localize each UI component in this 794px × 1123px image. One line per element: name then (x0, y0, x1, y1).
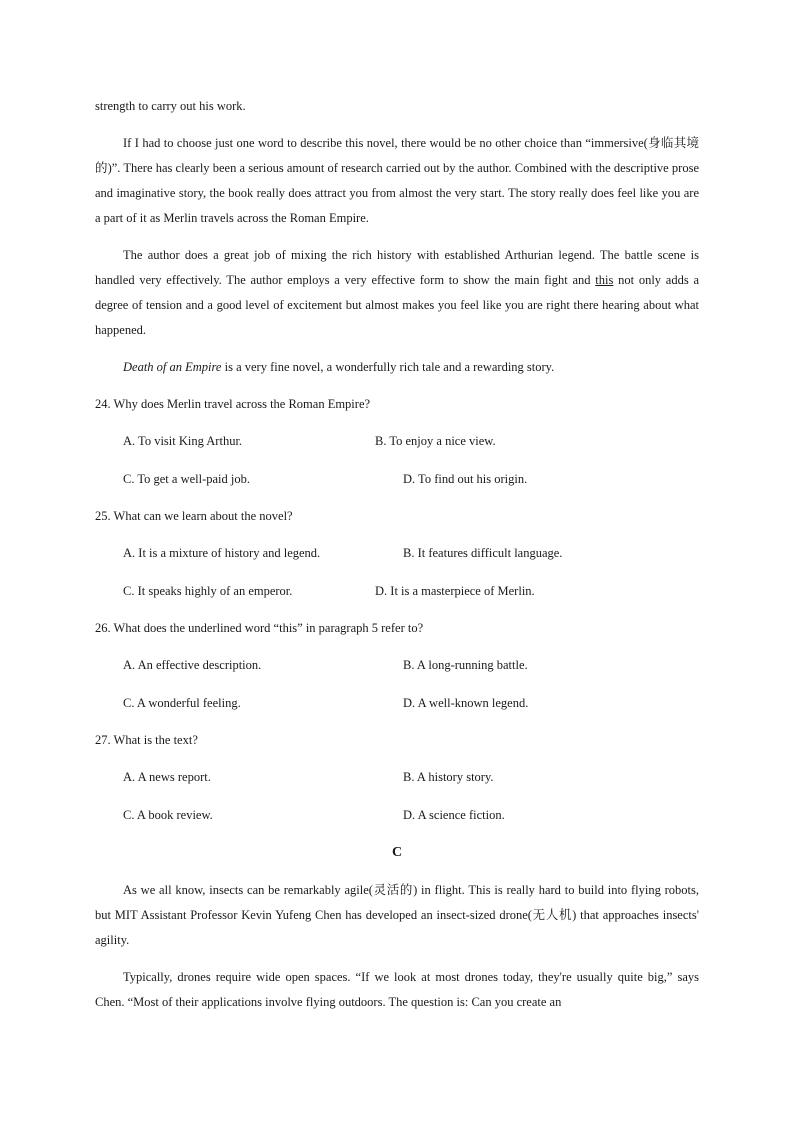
paragraph-text-part2: not only adds a degree of tension and a good level of excitement but almost makes you feel like you are right there hearing about what happened. (95, 273, 699, 337)
option-d: D. A well-known legend. (403, 695, 529, 710)
options-25 (95, 541, 699, 616)
options-26 (95, 653, 699, 728)
option-a: A. A news report. (123, 770, 211, 784)
option-c: C. To get a well-paid job. (123, 471, 250, 486)
paragraph-author-mixing (95, 243, 699, 343)
question-24: 24. Why does Merlin travel across the Roman Empire? (95, 397, 371, 411)
option-c: C. A wonderful feeling. (123, 695, 241, 710)
option-b: B. To enjoy a nice view. (375, 434, 496, 448)
option-d: D. It is a masterpiece of Merlin. (375, 583, 535, 598)
option-b: B. A long-running battle. (403, 658, 528, 672)
option-a: A. An effective description. (123, 658, 262, 672)
paragraph-conclusion (95, 355, 699, 380)
option-b: B. A history story. (403, 770, 494, 784)
option-b: B. It features difficult language. (403, 546, 563, 560)
section-c-title: C (391, 845, 403, 860)
underlined-word-this: this (595, 273, 614, 287)
question-26: 26. What does the underlined word “this” in paragraph 5 refer to? (95, 621, 424, 635)
paragraph-drones: Typically, drones require wide open spaces. “If we look at most drones today, they're usually quite big,” says Chen. “Most of their applications involve flying outdoors. The question is: Can you create an (95, 970, 699, 1009)
document-page (95, 94, 699, 1015)
paragraph-text-part1: The author does a great job of mixing the rich history with established Arthurian legend. The battle scene is handled very effectively. The author employs a very effective form to show the main fight and (95, 248, 699, 287)
option-d: D. A science fiction. (403, 807, 505, 822)
option-c: C. A book review. (123, 807, 213, 822)
question-25: 25. What can we learn about the novel? (95, 509, 293, 523)
paragraph-insects: As we all know, insects can be remarkably agile(灵活的) in flight. This is really hard to build into flying robots, but MIT Assistant Professor Kevin Yufeng Chen has developed an insect-sized drone(无人机) that approaches insects' agility. (95, 883, 699, 947)
book-title: Death of an Empire (123, 360, 222, 374)
option-a: A. It is a mixture of history and legend. (123, 546, 321, 560)
paragraph-immersive: If I had to choose just one word to describe this novel, there would be no other choice than “immersive(身临其境的)”. There has clearly been a serious amount of research carried out by the author. Combined with the descriptive prose and imaginative story, the book really does attract you from almost the very start. The story really does feel like you are a part of it as Merlin travels across the Roman Empire. (95, 136, 699, 225)
options-27 (95, 765, 699, 840)
options-24 (95, 429, 699, 504)
option-d: D. To find out his origin. (403, 471, 528, 486)
question-27: 27. What is the text? (95, 733, 198, 747)
option-a: A. To visit King Arthur. (123, 434, 243, 448)
option-c: C. It speaks highly of an emperor. (123, 583, 293, 598)
conclusion-text: is a very fine novel, a wonderfully rich tale and a rewarding story. (221, 360, 555, 374)
paragraph-continuation: strength to carry out his work. (95, 99, 246, 113)
